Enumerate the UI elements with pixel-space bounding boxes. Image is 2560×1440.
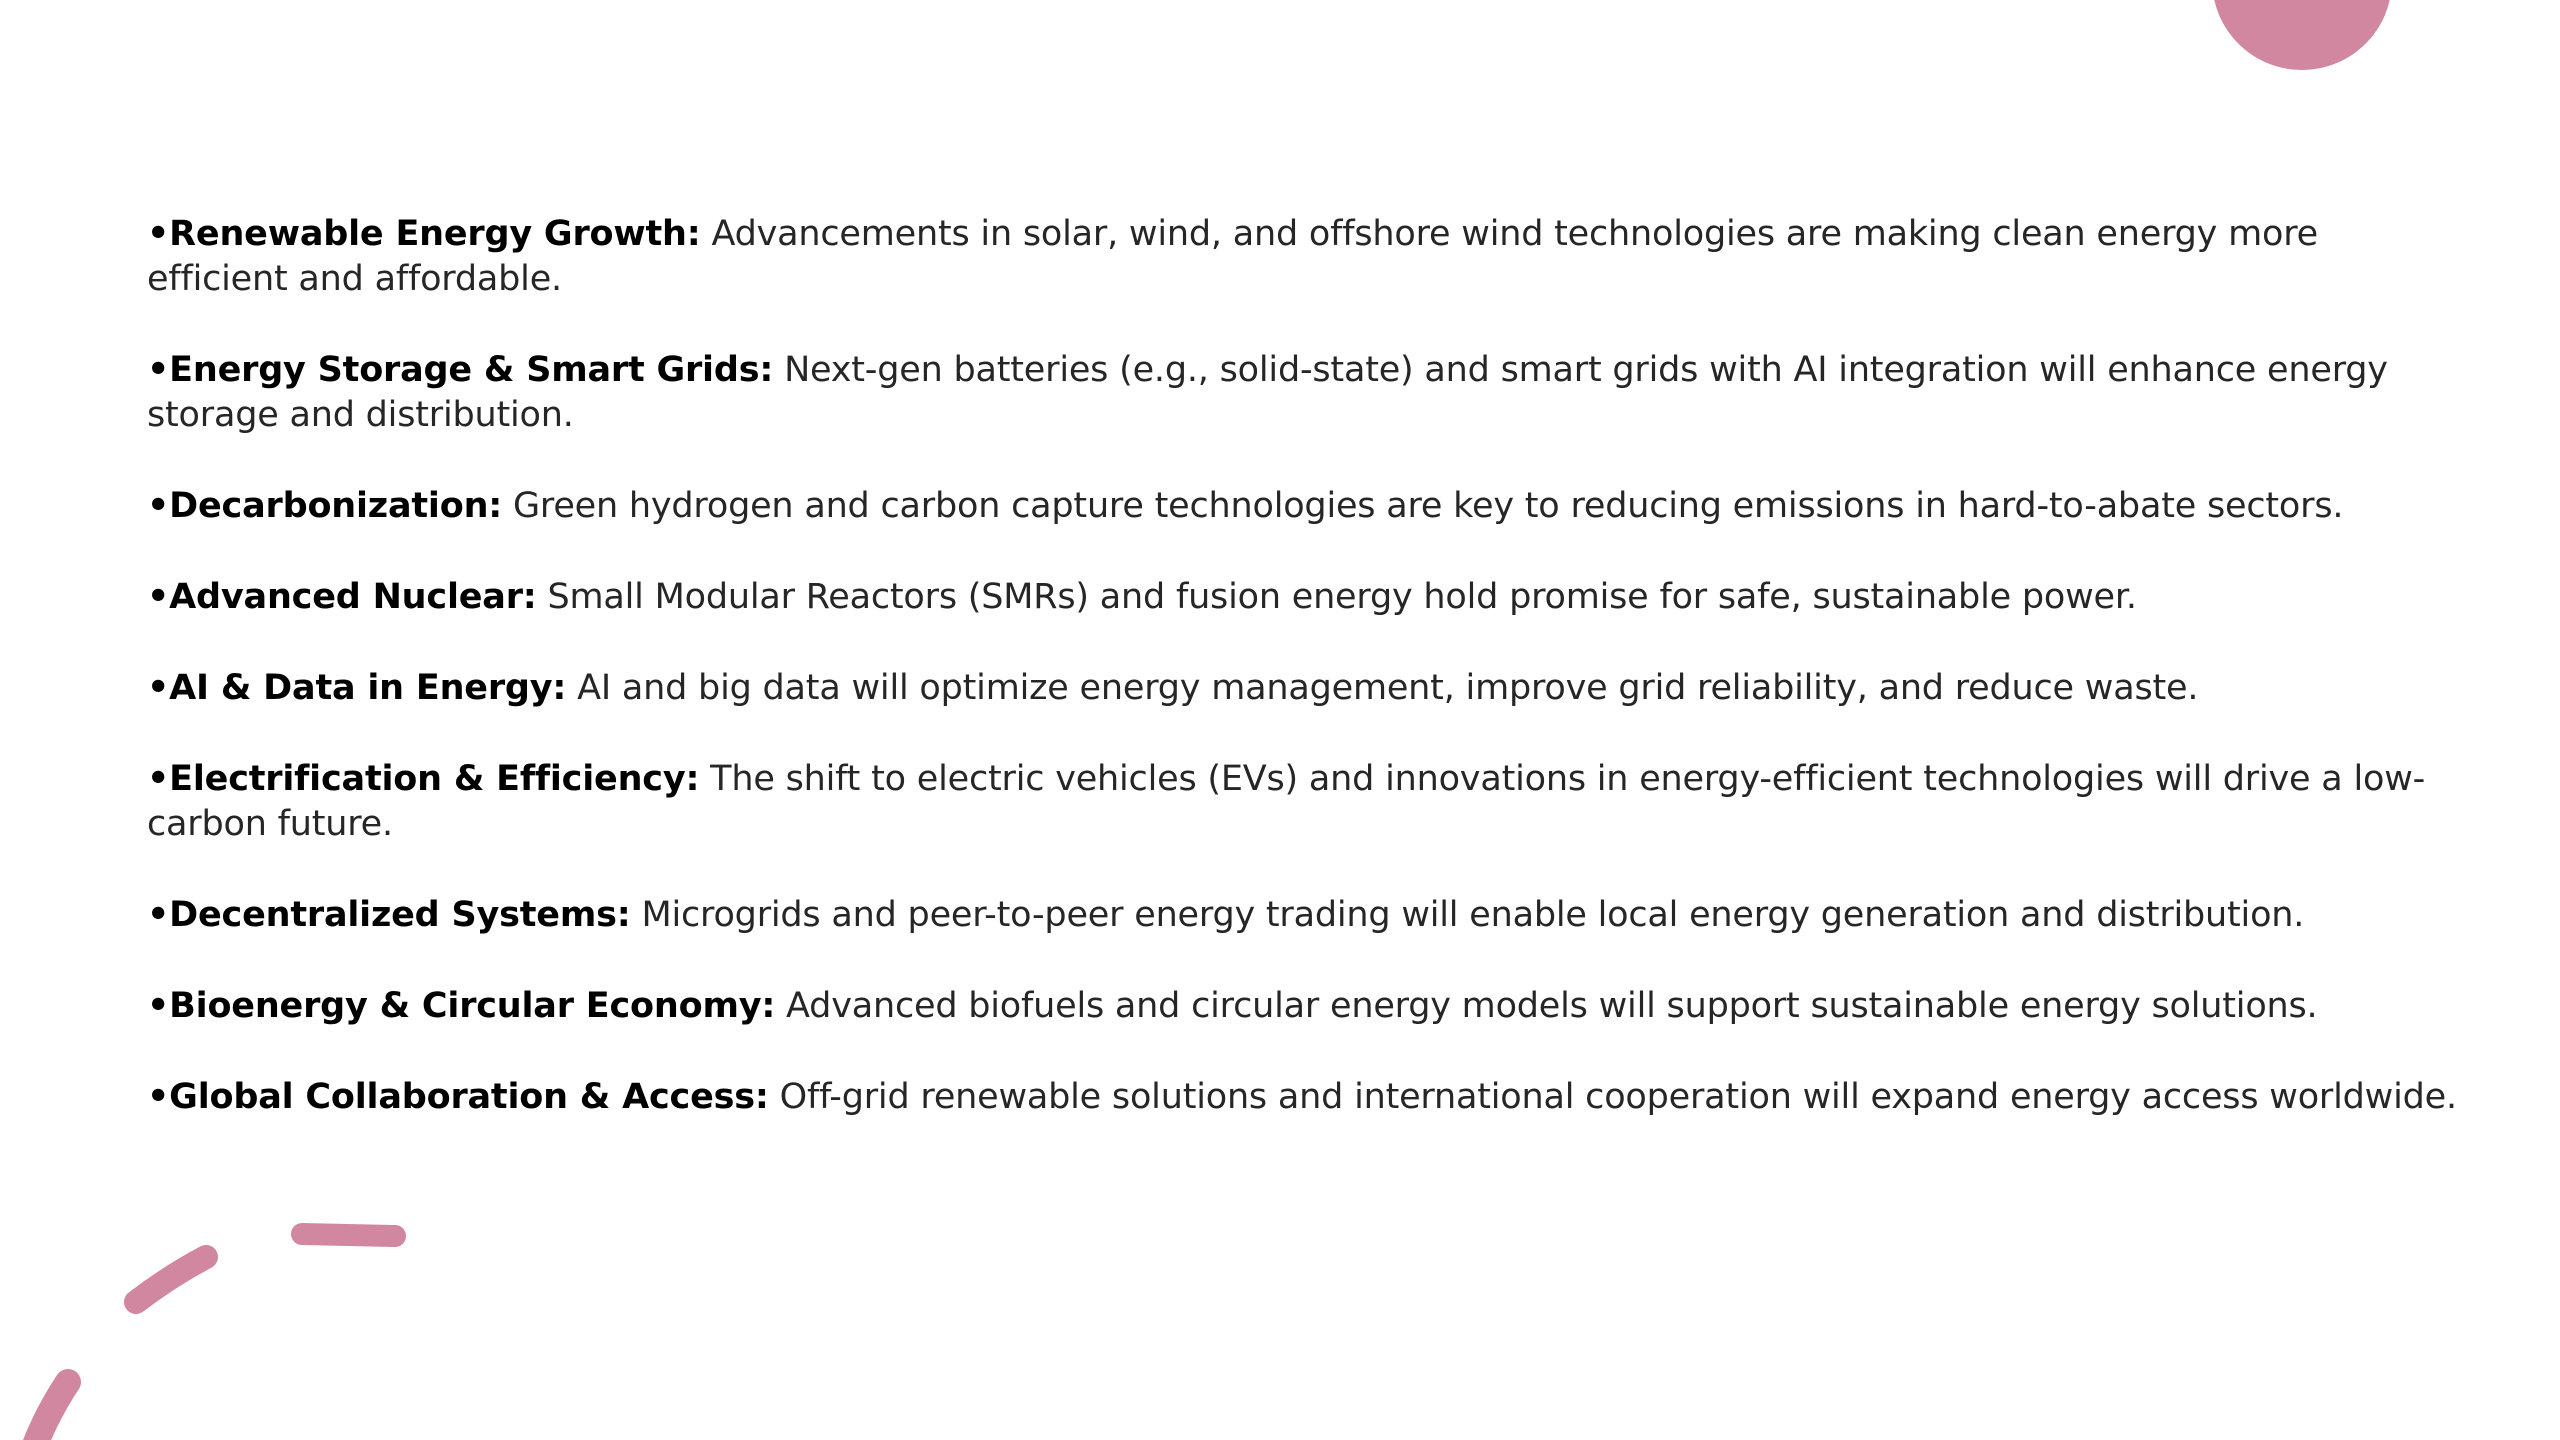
arc-dash-middle — [136, 1257, 206, 1302]
arc-dash-top — [302, 1234, 395, 1236]
key-trends-bullet-list — [147, 212, 2457, 1166]
bullet-description: Microgrids and peer-to-peer energy trading will enable local energy generation and distribution. — [630, 895, 2305, 935]
decorative-circle — [2212, 0, 2392, 70]
bullet-term: Bioenergy & Circular Economy: — [169, 986, 776, 1026]
bullet-term: Decentralized Systems: — [169, 895, 631, 935]
bullet-glyph: • — [147, 1077, 170, 1117]
bullet-item — [147, 575, 2457, 620]
bullet-description: Advanced biofuels and circular energy models will support sustainable energy solutions. — [775, 986, 2318, 1026]
bullet-item — [147, 666, 2457, 711]
bullet-glyph: • — [147, 486, 170, 526]
arc-dash-bottom — [35, 1382, 68, 1440]
bullet-term: Advanced Nuclear: — [169, 577, 537, 617]
bullet-item — [147, 348, 2457, 438]
bullet-term: Energy Storage & Smart Grids: — [169, 350, 774, 390]
bullet-description: Small Modular Reactors (SMRs) and fusion energy hold promise for safe, sustainable power. — [536, 577, 2137, 617]
bullet-item — [147, 757, 2457, 847]
bullet-term: Electrification & Efficiency: — [169, 759, 700, 799]
bullet-term: Renewable Energy Growth: — [169, 214, 701, 254]
bullet-term: Global Collaboration & Access: — [169, 1077, 769, 1117]
bullet-term: AI & Data in Energy: — [169, 668, 567, 708]
bullet-description: Off-grid renewable solutions and international cooperation will expand energy access worldwide. — [768, 1077, 2457, 1117]
bullet-glyph: • — [147, 214, 170, 254]
bullet-description: Advancements in solar, wind, and offshore wind technologies are making clean energy more efficient and affordable. — [147, 214, 2318, 299]
bullet-item — [147, 484, 2457, 529]
bullet-glyph: • — [147, 577, 170, 617]
bullet-item — [147, 212, 2457, 302]
bullet-glyph: • — [147, 895, 170, 935]
bullet-description: AI and big data will optimize energy management, improve grid reliability, and reduce waste. — [566, 668, 2199, 708]
bullet-glyph: • — [147, 350, 170, 390]
bullet-item — [147, 1075, 2457, 1120]
bullet-term: Decarbonization: — [169, 486, 503, 526]
bullet-item — [147, 984, 2457, 1029]
bullet-glyph: • — [147, 986, 170, 1026]
bullet-glyph: • — [147, 668, 170, 708]
bullet-description: Green hydrogen and carbon capture technologies are key to reducing emissions in hard-to-abate sectors. — [502, 486, 2344, 526]
bullet-item — [147, 893, 2457, 938]
bullet-glyph: • — [147, 759, 170, 799]
bullet-description: Next-gen batteries (e.g., solid-state) and smart grids with AI integration will enhance energy storage and distribution. — [147, 350, 2388, 435]
bullet-description: The shift to electric vehicles (EVs) and innovations in energy-efficient technologies will drive a low-carbon future. — [147, 759, 2426, 844]
